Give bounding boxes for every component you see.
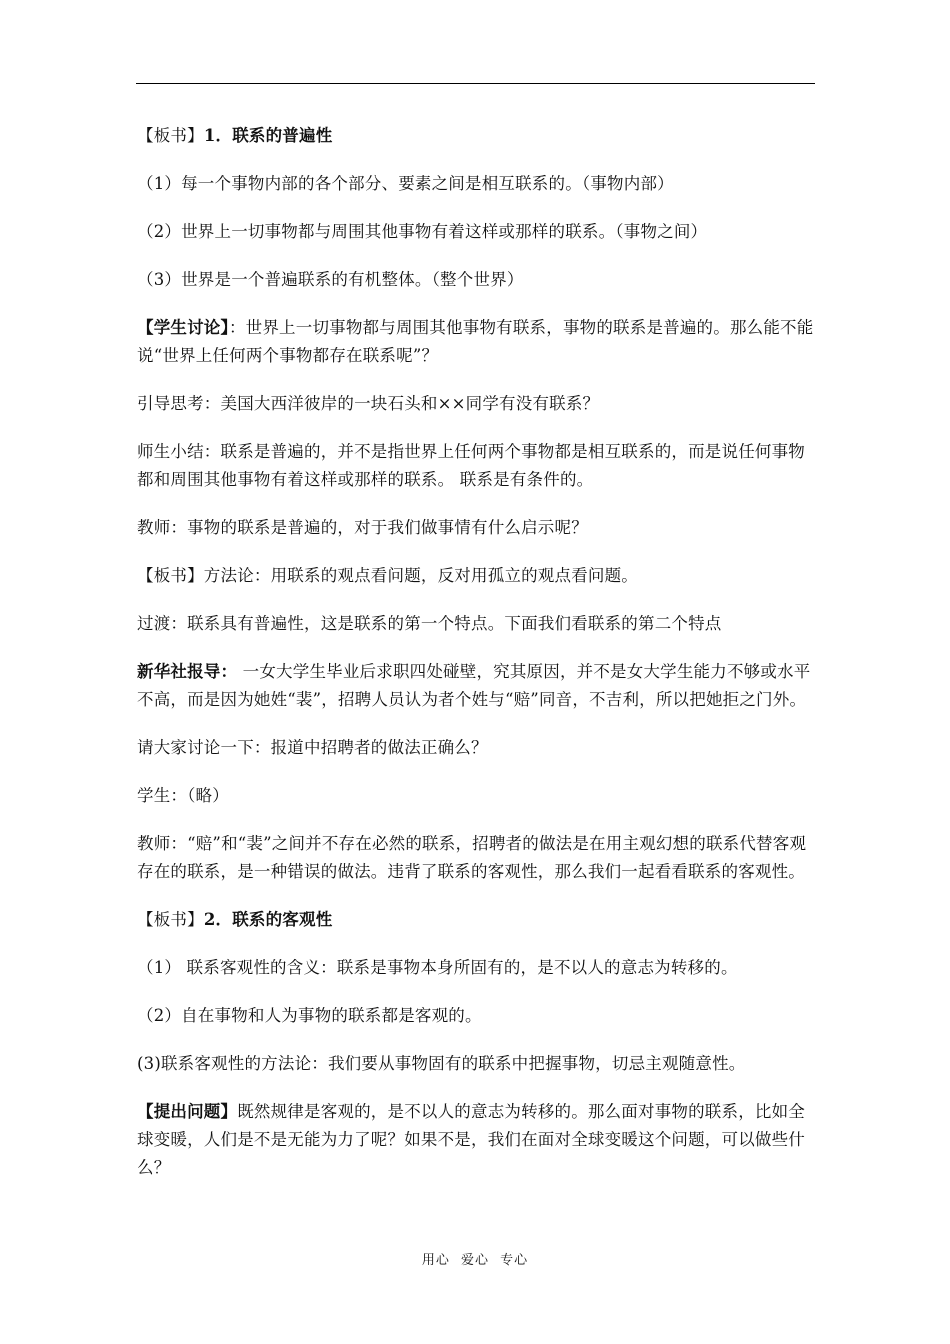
paragraph: 学生：（略）: [137, 786, 229, 805]
paragraph: （2）世界上一切事物都与周围其他事物有着这样或那样的联系。（事物之间）: [137, 222, 708, 241]
raise-question: [137, 1098, 817, 1182]
paragraph: 引导思考：美国大西洋彼岸的一块石头和××同学有没有联系？: [137, 394, 600, 413]
paragraph: 教师：事物的联系是普遍的，对于我们做事情有什么启示呢？: [137, 518, 588, 537]
paragraph: 师生小结：联系是普遍的，并不是指世界上任何两个事物都是相互联系的，而是说任何事物都和周围其他事物有着这样或那样的联系。 联系是有条件的。: [137, 442, 805, 489]
paragraph: 请大家讨论一下：报道中招聘者的做法正确么？: [137, 738, 488, 757]
bold-label: 【提出问题】: [137, 1102, 238, 1121]
news-report: [137, 658, 817, 714]
paragraph: （3）世界是一个普遍联系的有机整体。（整个世界）: [137, 270, 524, 289]
paragraph-text: ：世界上一切事物都与周围其他事物有联系，事物的联系是普遍的。那么能不能说“世界上任何两个事物都存在联系呢”？: [137, 318, 814, 365]
bold-label: 【学生讨论】: [137, 318, 229, 337]
heading-universality: [137, 122, 817, 150]
paragraph: （1） 联系客观性的含义：联系是事物本身所固有的，是不以人的意志为转移的。: [137, 958, 738, 977]
paragraph-text: 既然规律是客观的，是不以人的意志为转移的。那么面对事物的联系，比如全球变暖，人们是不是无能为力了呢？如果不是，我们在面对全球变暖这个问题，可以做些什么？: [137, 1102, 806, 1177]
paragraph: 过渡：联系具有普遍性，这是联系的第一个特点。下面我们看联系的第二个特点: [137, 614, 722, 633]
student-discussion: [137, 314, 817, 370]
heading-text: 2．联系的客观性: [203, 910, 333, 929]
board-label: 【板书】: [137, 910, 204, 929]
paragraph: 【板书】方法论：用联系的观点看问题，反对用孤立的观点看问题。: [137, 566, 638, 585]
heading-objectivity: [137, 906, 817, 934]
document-body: [137, 122, 817, 1202]
paragraph: （2）自在事物和人为事物的联系都是客观的。: [137, 1006, 482, 1025]
bold-label: 新华社报导：: [137, 662, 238, 681]
board-label: 【板书】: [137, 126, 204, 145]
header-rule: [136, 83, 815, 84]
paragraph: (3)联系客观性的方法论：我们要从事物固有的联系中把握事物，切忌主观随意性。: [137, 1054, 746, 1073]
page-footer: 用心 爱心 专心: [421, 1253, 529, 1268]
paragraph: （1）每一个事物内部的各个部分、要素之间是相互联系的。（事物内部）: [137, 174, 674, 193]
paragraph-text: 一女大学生毕业后求职四处碰壁，究其原因，并不是女大学生能力不够或水平不高，而是因为她姓“裴”，招聘人员认为者个姓与“赔”同音，不吉利，所以把她拒之门外。: [137, 662, 811, 709]
heading-text: 1．联系的普遍性: [203, 126, 333, 145]
paragraph: 教师：“赔”和“裴”之间并不存在必然的联系，招聘者的做法是在用主观幻想的联系代替客观存在的联系，是一种错误的做法。违背了联系的客观性，那么我们一起看看联系的客观性。: [137, 834, 807, 881]
